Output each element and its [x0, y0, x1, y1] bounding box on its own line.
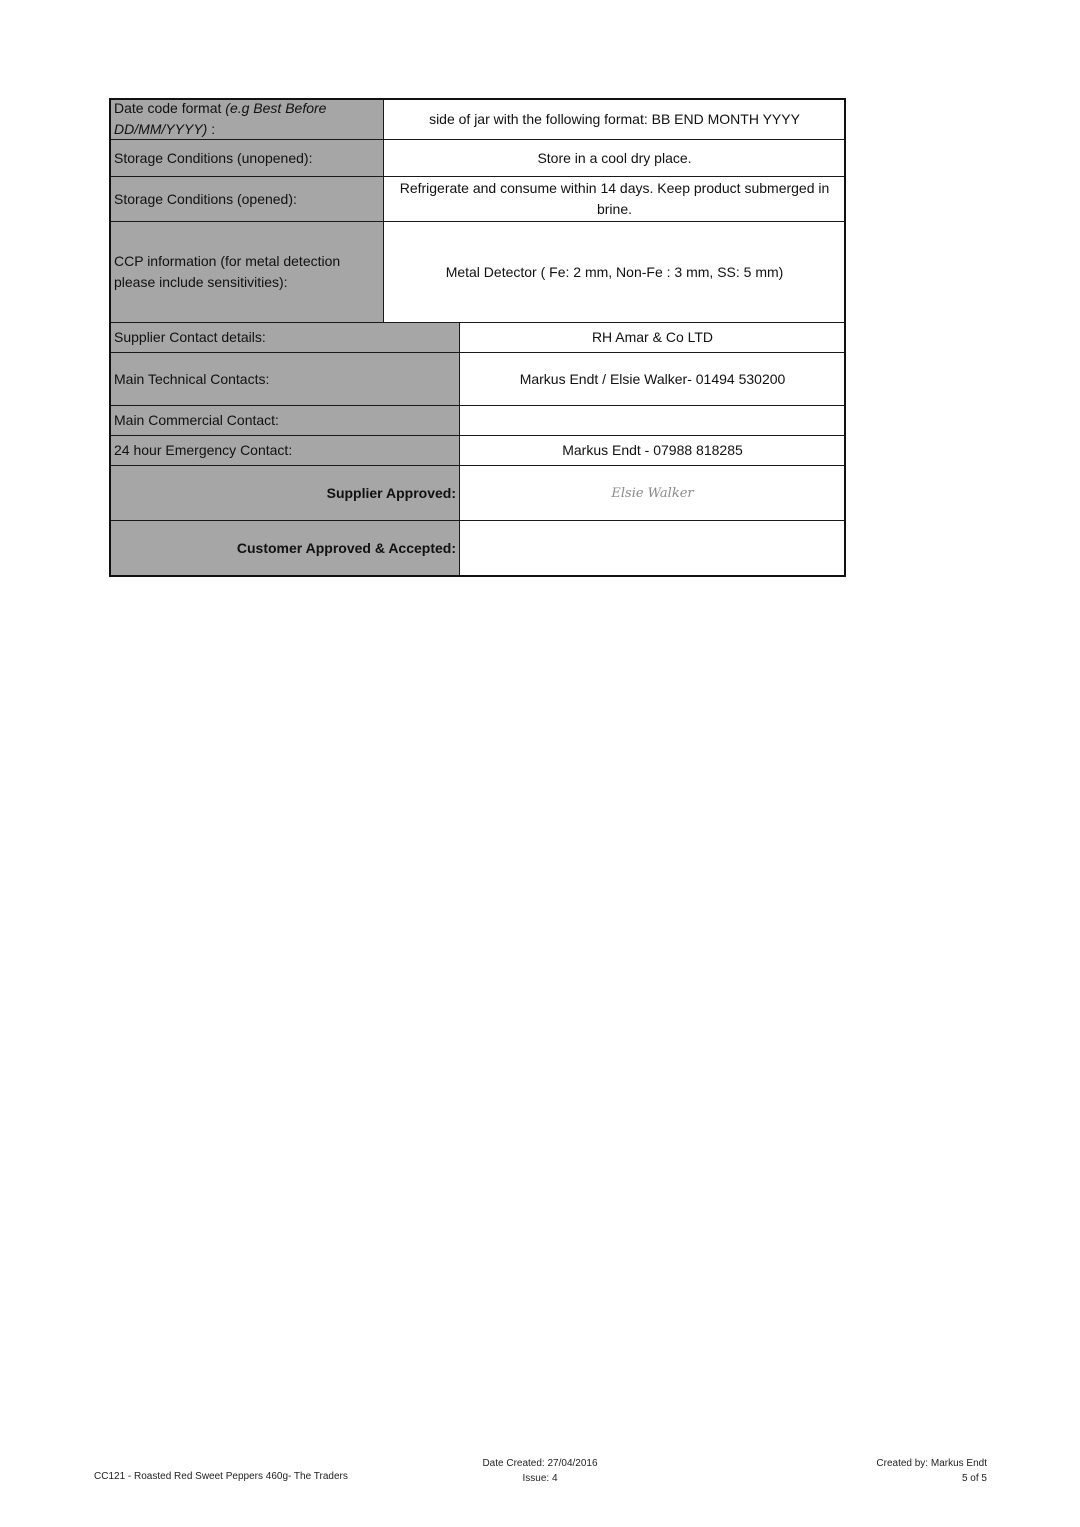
supplier-approved-value [459, 465, 846, 521]
footer-created-by: Created by: Markus Endt [876, 1458, 987, 1469]
storage-opened-label: Storage Conditions (opened): [109, 176, 384, 222]
date-code-label-text: Date code format [114, 100, 226, 116]
footer-product: CC121 - Roasted Red Sweet Peppers 460g- The Traders [94, 1471, 348, 1482]
commercial-contact-label: Main Commercial Contact: [109, 405, 460, 436]
storage-unopened-value: Store in a cool dry place. [383, 139, 846, 177]
footer-issue: Issue: 4 [522, 1473, 558, 1484]
storage-opened-value: Refrigerate and consume within 14 days. Keep product submerged in brine. [383, 176, 846, 222]
technical-contact-label: Main Technical Contacts: [109, 352, 460, 406]
footer-created-block [787, 1456, 987, 1486]
supplier-contact-label: Supplier Contact details: [109, 322, 460, 353]
date-code-value: side of jar with the following format: BB END MONTH YYYY [383, 98, 846, 140]
supplier-contact-value: RH Amar & Co LTD [459, 322, 846, 353]
customer-approved-value [459, 520, 846, 577]
footer-page-number: 5 of 5 [961, 1473, 987, 1484]
date-code-label [109, 98, 384, 140]
emergency-contact-label: 24 hour Emergency Contact: [109, 435, 460, 466]
ccp-value: Metal Detector ( Fe: 2 mm, Non-Fe : 3 mm, SS: 5 mm) [383, 221, 846, 323]
customer-approved-label: Customer Approved & Accepted: [109, 520, 460, 577]
emergency-contact-value: Markus Endt - 07988 818285 [459, 435, 846, 466]
supplier-approved-label: Supplier Approved: [109, 465, 460, 521]
footer-date-block [440, 1456, 640, 1486]
date-code-label-example: (e.g Best Before DD/MM/YYYY) [114, 100, 327, 137]
storage-unopened-label: Storage Conditions (unopened): [109, 139, 384, 177]
date-code-label-suffix: : [207, 121, 216, 137]
technical-contact-value: Markus Endt / Elsie Walker- 01494 530200 [459, 352, 846, 406]
footer-date-created: Date Created: 27/04/2016 [482, 1458, 598, 1469]
commercial-contact-value [459, 405, 846, 436]
supplier-signature: Elsie Walker [611, 485, 694, 501]
ccp-label: CCP information (for metal detection please include sensitivities): [109, 221, 384, 323]
